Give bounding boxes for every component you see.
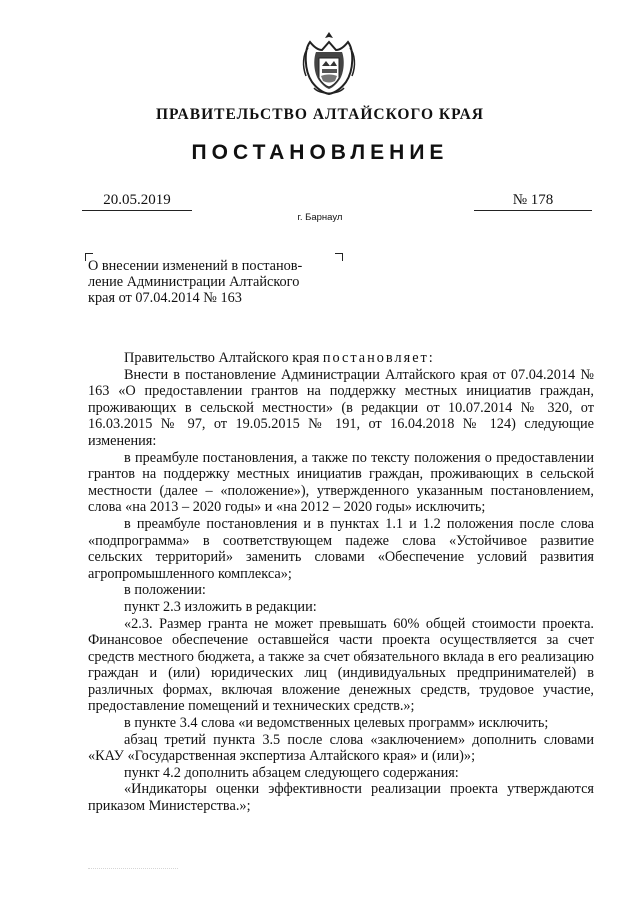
intro-paragraph xyxy=(88,350,594,367)
paragraph: пункт 4.2 дополнить абзацем следующего содержания: xyxy=(124,764,459,781)
document-type: ПОСТАНОВЛЕНИЕ xyxy=(191,141,449,164)
paragraph: в преамбуле постановления, а также по тексту положения о предоставлении грантов на поддержку местных инициатив граждан, проживающих в сельской местности (далее – «положение»), утвержденного указанным постановлением, слова «на 2013 – 2020 годы» и «на 2012 – 2020 годы» исключить; xyxy=(88,449,594,516)
intro-verb: постановляет: xyxy=(322,350,435,366)
paragraph: Внести в постановление Администрации Алтайского края от 07.04.2014 № 163 «О предоставлении грантов на поддержку местных инициатив граждан, проживающих в сельской местности» (в редакции от 10.07.2014 № 320, от 16.03.2015 № 97, от 19.05.2015 № 191, от 16.04.2018 № 124) следующие изменения: xyxy=(88,366,594,449)
paragraph: в преамбуле постановления и в пунктах 1.1 и 1.2 положения после слова «подпрограмма» в соответствующем падеже слова «Устойчивое развитие сельских территорий» заменить словами «Обеспечение условий развития агропромышленного комплекса»; xyxy=(88,515,594,582)
decree-city: г. Барнаул xyxy=(297,212,343,223)
paragraph: пункт 2.3 изложить в редакции: xyxy=(124,598,317,615)
paragraph: в положении: xyxy=(124,582,206,599)
intro-lead: Правительство Алтайского края xyxy=(124,350,323,366)
paragraph: в пункте 3.4 слова «и ведомственных целевых программ» исключить; xyxy=(124,715,549,732)
coat-of-arms-icon xyxy=(300,28,358,98)
decree-body xyxy=(88,350,594,815)
decree-subject xyxy=(88,258,328,306)
paragraph: «Индикаторы оценки эффективности реализации проекта утверждаются приказом Министерства.»; xyxy=(88,781,594,815)
paragraph: абзац третий пункта 3.5 после слова «заключением» дополнить словами «КАУ «Государственная экспертиза Алтайского края» и (или)»; xyxy=(88,731,594,765)
scan-artifact xyxy=(88,860,178,869)
decree-date: 20.05.2019 xyxy=(82,192,192,211)
decree-number: № 178 xyxy=(474,192,592,211)
subject-line: края от 07.04.2014 № 163 xyxy=(88,290,242,306)
subject-line: ление Администрации Алтайского xyxy=(88,274,300,290)
paragraph: «2.3. Размер гранта не может превышать 60% общей стоимости проекта. Финансовое обеспечение оставшейся части проекта осуществляется за счет средств местного бюджета, а также за счет обязательного вклада в его реализацию граждан и (или) юридических лиц (индивидуальных предпринимателей) в различных формах, включая вложение денежных средств, трудовое участие, предоставление помещений и технических средств.»; xyxy=(88,615,594,715)
subject-bracket-right xyxy=(335,253,343,261)
subject-line: О внесении изменений в постанов- xyxy=(88,258,303,274)
government-name: ПРАВИТЕЛЬСТВО АЛТАЙСКОГО КРАЯ xyxy=(156,106,484,123)
